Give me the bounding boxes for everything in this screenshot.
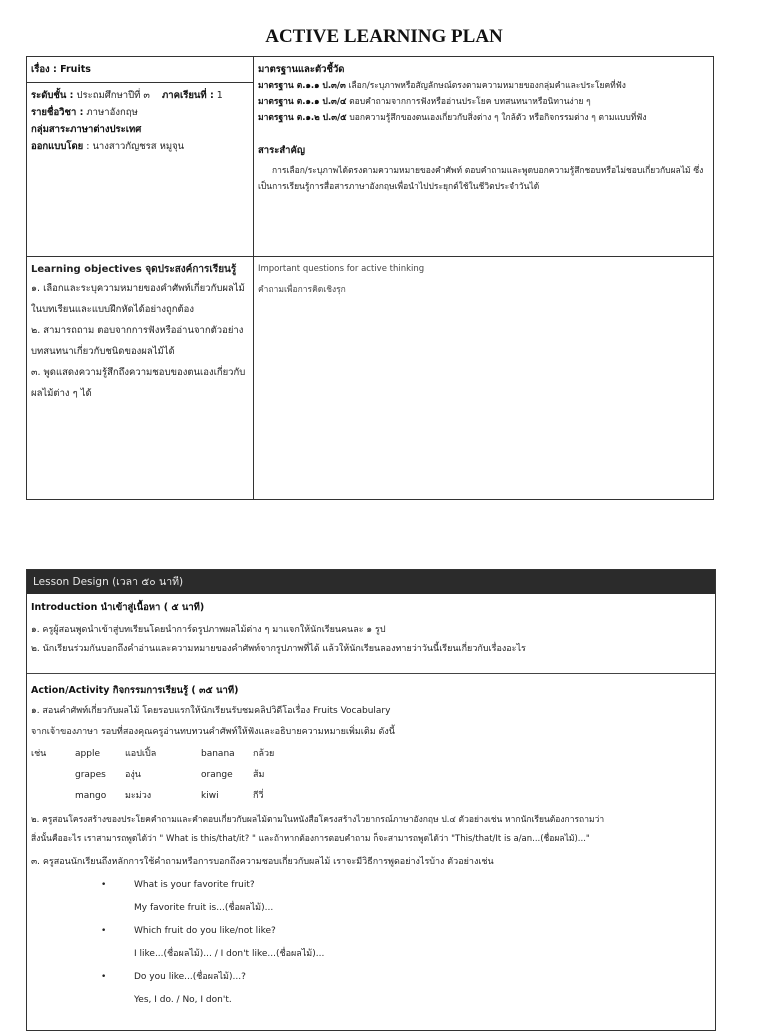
answer-text: I like...(ชื่อผลไม้)... / I don't like...(ชื่อผลไม้)...: [134, 949, 325, 959]
standard-text: บอกความรู้สึกของตนเองเกี่ยวกับสิ่งต่าง ๆ ใกล้ตัว หรือกิจกรรมต่าง ๆ ตามแบบที่ฟัง: [349, 113, 647, 123]
bullet-icon: •: [101, 880, 107, 890]
question-text: Which fruit do you like/not like?: [134, 926, 276, 936]
standard-code: มาตรฐาน ต.๑.๒ ป.๓/๕: [258, 113, 347, 123]
intro-item: ๑. ครูผู้สอนพูดนำเข้าสู่บทเรียนโดยนำการ์ดรูปภาพผลไม้ต่าง ๆ มาแจกให้นักเรียนคนละ ๑ รูป: [31, 625, 386, 635]
answer-text: My favorite fruit is...(ชื่อผลไม้)...: [134, 903, 274, 913]
question-example: [31, 968, 711, 987]
vocab-en: grapes: [75, 770, 106, 780]
subject-label: รายชื่อวิชา :: [31, 107, 84, 118]
questions-cell: [254, 257, 714, 500]
vocab-th: กล้วย: [253, 749, 275, 759]
designer-label: ออกแบบโดย: [31, 141, 84, 152]
question-text: What is your favorite fruit?: [134, 880, 255, 890]
level-line: [31, 87, 249, 104]
vocab-th: ส้ม: [253, 770, 265, 780]
question-text: Do you like...(ชื่อผลไม้)...?: [134, 972, 246, 982]
designer-line: [31, 138, 249, 155]
document-title: ACTIVE LEARNING PLAN: [265, 26, 503, 47]
activity-section: [27, 673, 715, 1030]
level-label: ระดับชั้น :: [31, 90, 74, 101]
answer-text: Yes, I do. / No, I don't.: [134, 995, 232, 1005]
vocab-th: กีวี่: [253, 791, 264, 801]
activity-item: ๑. สอนคำศัพท์เกี่ยวกับผลไม้ โดยรอบแรกให้นักเรียนรับชมคลิปวิดีโอเรื่อง Fruits Vocabulary: [31, 706, 391, 716]
bullet-icon: •: [101, 926, 107, 936]
subject-value: ภาษาอังกฤษ: [86, 107, 138, 118]
question-example: [31, 876, 711, 895]
introduction-section: [27, 594, 715, 673]
group-label: กลุ่มสาระภาษาต่างประเทศ: [31, 124, 142, 135]
vocab-grid: [31, 745, 711, 806]
standards-cell: [254, 57, 714, 257]
objective-item: ๒. สามารถถาม ตอบจากการฟังหรืออ่านจากตัวอย่างบทสนทนาเกี่ยวกับชนิดของผลไม้ได้: [31, 325, 244, 357]
lesson-design: [26, 569, 716, 1031]
topic-text: เรื่อง : Fruits: [31, 64, 91, 75]
objective-item: ๑. เลือกและระบุความหมายของคำศัพท์เกี่ยวกับผลไม้ในบทเรียนและแบบฝึกหัดได้อย่างถูกต้อง: [31, 283, 245, 315]
intro-item: ๒. นักเรียนร่วมกันบอกถึงคำอ่านและความหมายของคำศัพท์จากรูปภาพที่ได้ แล้วให้นักเรียนลองทายว่าวันนี้เรียนเกี่ยวกับเรื่องอะไร: [31, 644, 526, 654]
vocab-prefix: เช่น: [31, 749, 47, 759]
vocab-th: มะม่วง: [125, 791, 152, 801]
vocab-en: apple: [75, 749, 100, 759]
essence-text: การเลือก/ระบุภาพได้ตรงตามความหมายของคำศัพท์ ตอบคำถามและพูดบอกความรู้สึกชอบหรือไม่ชอบเกี่ยวกับผลไม้ ซึ่งเป็นการเรียนรู้การสื่อสารภาษาอังกฤษเพื่อนำไปประยุกต์ใช้ในชีวิตประจำวันได้: [258, 166, 704, 192]
standard-code: มาตรฐาน ต.๑.๑ ป.๓/๔: [258, 97, 347, 107]
objectives-heading: Learning objectives จุดประสงค์การเรียนรู้: [31, 264, 237, 275]
plan-table: [26, 56, 714, 500]
vocab-th: องุ่น: [125, 770, 141, 780]
activity-item: ๓. ครูสอนนักเรียนถึงหลักการใช้คำถามหรือการบอกถึงความชอบเกี่ยวกับผลไม้ เราจะมีวิธีการพูดอย่างไรบ้าง ตัวอย่างเช่น: [31, 857, 494, 867]
designer-value: : นางสาวกัญชรส หมูจุน: [86, 141, 185, 152]
topic-cell: [27, 57, 254, 83]
objective-item: ๓. พูดแสดงความรู้สึกถึงความชอบของตนเองเกี่ยวกับผลไม้ต่าง ๆ ได้: [31, 367, 246, 399]
standard-item: [258, 94, 709, 110]
standards-heading: มาตรฐานและตัวชี้วัด: [258, 64, 345, 75]
vocab-th: แอปเปิ้ล: [125, 749, 157, 759]
lesson-design-header: Lesson Design (เวลา ๕๐ นาที): [27, 570, 715, 594]
standard-code: มาตรฐาน ต.๑.๑ ป.๓/๓: [258, 81, 346, 91]
activity-heading: Action/Activity กิจกรรมการเรียนรู้ ( ๓๕ นาที): [31, 685, 239, 696]
introduction-heading: Introduction นำเข้าสู่เนื้อหา ( ๕ นาที): [31, 602, 205, 613]
essence-heading: สาระสำคัญ: [258, 145, 305, 156]
activity-item-cont: จากเจ้าของภาษา รอบที่สองคุณครูอ่านทบทวนคำศัพท์ให้ฟังและอธิบายความหมายเพิ่มเติม ดังนี้: [31, 727, 395, 737]
objectives-cell: [27, 257, 254, 500]
standard-text: เลือก/ระบุภาพหรือสัญลักษณ์ตรงตามความหมายของกลุ่มคำและประโยคที่ฟัง: [348, 81, 626, 91]
standard-item: [258, 78, 709, 94]
activity-item-cont: สิ่งนั้นคืออะไร เราสามารถพูดได้ว่า " What is this/that/it? " และถ้าหากต้องการตอบคำถาม ก็จะสามารถพูดได้ว่า "This/that/It is a/an...(ชื่อผลไม้)...": [31, 834, 590, 844]
activity-item: ๒. ครูสอนโครงสร้างของประโยคคำถามและคำตอบเกี่ยวกับผลไม้ตามในหนังสือโครงสร้างไวยากรณ์ภาษาอังกฤษ ป.๔ ตัวอย่างเช่น หากนักเรียนต้องการถามว่า: [31, 815, 605, 825]
semester-label: ภาคเรียนที่ :: [162, 90, 214, 101]
standard-text: ตอบคำถามจากการฟังหรืออ่านประโยค บทสนทนาหรือนิทานง่าย ๆ: [349, 97, 591, 107]
questions-heading: Important questions for active thinking: [258, 264, 425, 274]
vocab-en: kiwi: [201, 791, 219, 801]
info-cell: [27, 83, 254, 257]
question-example: [31, 922, 711, 941]
subject-line: [31, 104, 249, 121]
vocab-en: banana: [201, 749, 235, 759]
vocab-en: orange: [201, 770, 233, 780]
standard-item: [258, 110, 709, 126]
questions-subheading: คำถามเพื่อการคิดเชิงรุก: [258, 285, 346, 295]
vocab-en: mango: [75, 791, 107, 801]
bullet-icon: •: [101, 972, 107, 982]
semester-value: 1: [216, 90, 223, 101]
level-value: ประถมศึกษาปีที่ ๓: [76, 90, 150, 101]
